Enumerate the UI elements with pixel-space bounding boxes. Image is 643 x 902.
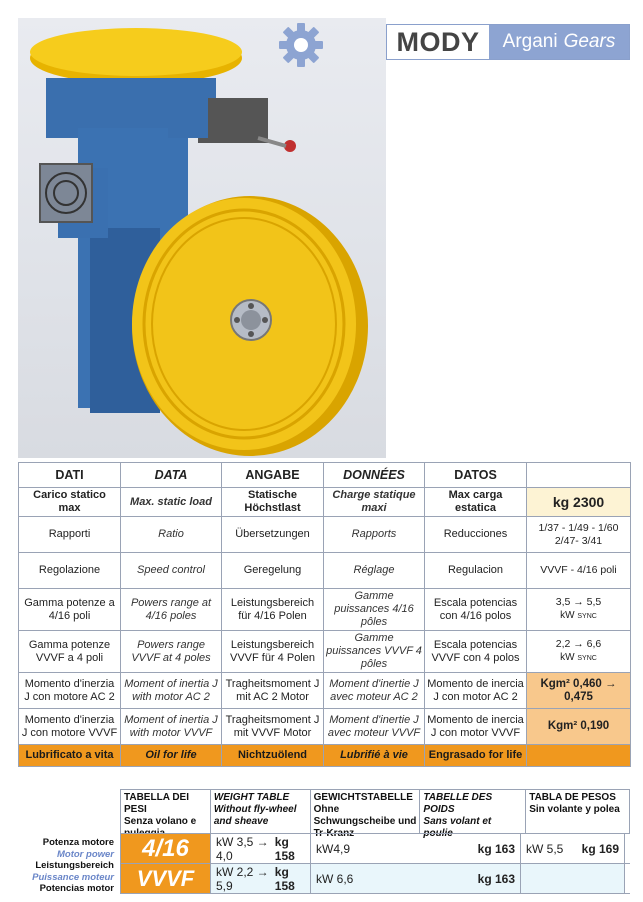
inertia-ac2-value: Kgm² 0,460 → 0,475 xyxy=(527,673,631,709)
brand-name: MODY xyxy=(387,25,489,59)
spec-header-row xyxy=(19,463,631,488)
weight-header-it: TABELLA DEI PESI Senza volano e xyxy=(121,790,211,833)
oil-for-life-row: Lubrificato a vita Oil for life Nichtzuölend Lubrifié à vie Engrasado for life xyxy=(19,745,631,767)
weight-row-416 xyxy=(120,833,630,863)
motor-power-labels: Potenza motore Motor power Leistungsbereich Puissance moteur Potencias motor xyxy=(32,837,114,894)
weight-header-de: GEWICHTSTABELLE Ohne Schwungscheibe und Tr-Kranz xyxy=(311,790,421,833)
weight-cell: kW 5,5 kg 169 xyxy=(521,834,625,863)
header-datos: DATOS xyxy=(425,463,527,488)
power-range-vvvf-value: 2,2 → 6,6 kW SYNC xyxy=(527,631,631,673)
motor-code: VVVF xyxy=(121,864,211,893)
table-row: Gamma potenze VVVF a 4 poli Powers range VVVF at 4 poles Leistungsbereich VVVF für 4 Polen Gamme puissances VVVF 4 pôles Escala potencias VVVF con 4 polos 2,2 → 6,6 kW SYNC xyxy=(19,631,631,673)
weight-cell: kW 3,5 → 4,0 kg 158 xyxy=(211,834,311,863)
weight-cell: kW4,9 kg 163 xyxy=(311,834,521,863)
header-dati: DATI xyxy=(19,463,121,488)
weight-header-en: WEIGHT TABLE Without fly-wheel and sheave xyxy=(211,790,311,833)
brand-logo xyxy=(386,24,630,60)
spec-table xyxy=(18,462,631,767)
product-photo xyxy=(18,18,386,458)
motor-code: 4/16 xyxy=(121,834,211,863)
table-row: Momento d'inerzia J con motore VVVF Moment of inertia J with motor VVVF Tragheitsmoment J mit VVVF Motor Moment d'inertie J avec moteur VVVF Momento de inercia J con motor VVVF Kgm² 0,190 xyxy=(19,709,631,745)
header-data: DATA xyxy=(121,463,222,488)
power-range-416-value: 3,5 → 5,5 kW SYNC xyxy=(527,589,631,631)
ratio-value: 1/37 - 1/49 - 1/60 2/47- 3/41 xyxy=(527,517,631,553)
gear-icon xyxy=(276,20,326,70)
speed-control-value: VVVF - 4/16 poli xyxy=(527,553,631,589)
weight-row-vvvf xyxy=(120,863,630,894)
weight-cell: kW 6,6 kg 163 xyxy=(311,864,521,893)
table-row: Gamma potenze a 4/16 poli Powers range at 4/16 poles Leistungsbereich für 4/16 Polen Gamme puissances 4/16 pôles Escala potencias con 4/16 polos 3,5 → 5,5 kW SYNC xyxy=(19,589,631,631)
weight-table-header xyxy=(120,789,630,839)
table-row: Rapporti Ratio Übersetzungen Rapports Reducciones 1/37 - 1/49 - 1/60 2/47- 3/41 xyxy=(19,517,631,553)
weight-header-fr: TABELLE DES POIDS Sans volant et poulie xyxy=(420,790,526,833)
header-donnees: DONNÉES xyxy=(324,463,425,488)
table-row: Regolazione Speed control Geregelung Réglage Regulacion VVVF - 4/16 poli xyxy=(19,553,631,589)
brand-tagline: Argani Gears xyxy=(489,25,629,59)
weight-header-es: TABLA DE PESOS Sin volante y polea xyxy=(526,790,630,833)
table-row: Carico statico max Max. static load Statische Höchstlast Charge statique maxi Max carga estatica kg 2300 xyxy=(19,488,631,517)
table-row: Momento d'inerzia J con motore AC 2 Moment of inertia J with motor AC 2 Tragheitsmoment J mit AC 2 Motor Moment d'inertie J avec moteur AC 2 Momento de inercia J con motor AC 2 Kgm² 0,460 → 0,475 xyxy=(19,673,631,709)
inertia-vvvf-value: Kgm² 0,190 xyxy=(527,709,631,745)
gear-machine-illustration xyxy=(18,18,386,458)
weight-cell: kW 2,2 → 5,9 kg 158 xyxy=(211,864,311,893)
weight-cell-empty xyxy=(521,864,625,893)
header-angabe: ANGABE xyxy=(222,463,324,488)
static-load-value: kg 2300 xyxy=(527,488,631,517)
header-value xyxy=(527,463,631,488)
